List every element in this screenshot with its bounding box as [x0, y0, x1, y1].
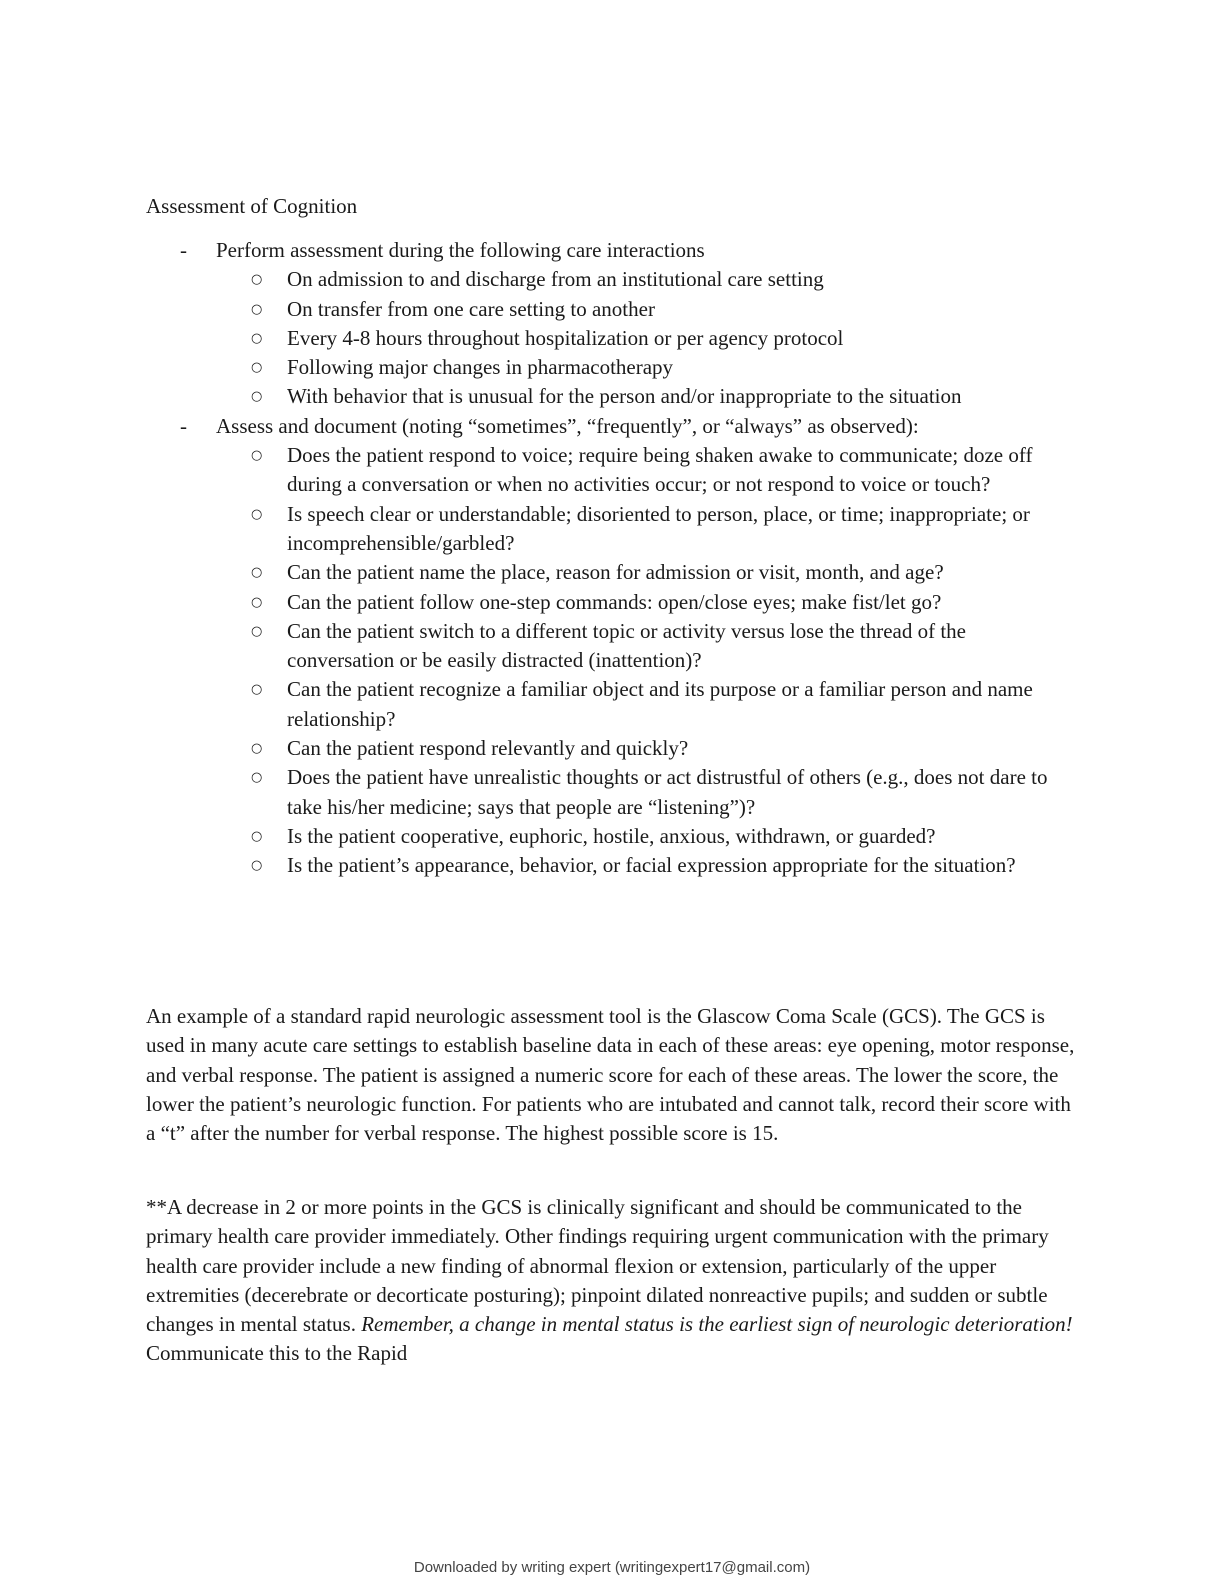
sub-list-item — [216, 851, 1076, 880]
sub-list-care-interactions — [216, 265, 1076, 411]
dash-bullet: - — [180, 238, 187, 262]
circle-bullet-icon: ○ — [251, 828, 263, 844]
list-item-assess-document — [146, 412, 1076, 881]
sub-list-item-text: Does the patient have unrealistic thoughts or act distrustful of others (e.g., does not dare to take his/her medicine; says that people are “listening”)? — [287, 765, 1048, 819]
section-heading: Assessment of Cognition — [146, 194, 358, 218]
sub-list-item — [216, 734, 1076, 763]
circle-bullet-icon: ○ — [251, 360, 263, 376]
circle-bullet-icon: ○ — [251, 565, 263, 581]
dash-bullet: - — [180, 413, 187, 438]
sub-list-item — [216, 324, 1076, 353]
sub-list-item-text: Can the patient name the place, reason for admission or visit, month, and age? — [287, 560, 944, 585]
sub-list-item-text: Can the patient follow one-step commands: open/close eyes; make fist/let go? — [287, 589, 942, 614]
circle-bullet-icon: ○ — [251, 448, 263, 464]
top-level-list — [146, 236, 1076, 881]
sub-list-assessment-questions — [216, 441, 1076, 880]
sub-list-item — [216, 353, 1076, 382]
sub-list-item-text: Is speech clear or understandable; disoriented to person, place, or time; inappropriate; or incomprehensible/garbled? — [287, 501, 1030, 555]
sub-list-item-text: Does the patient respond to voice; require being shaken awake to communicate; doze off during a conversation or when no activities occur; or not respond to voice or touch? — [287, 443, 1033, 497]
sub-list-item — [216, 295, 1076, 324]
circle-bullet-icon: ○ — [251, 330, 263, 346]
list-item-perform-assessment — [146, 236, 1076, 412]
sub-list-item — [216, 763, 1076, 822]
circle-bullet-icon: ○ — [251, 623, 263, 639]
list-item-text: Perform assessment during the following care interactions — [216, 238, 705, 262]
list-item-text: Assess and document (noting “sometimes”, “frequently”, or “always” as observed): — [216, 413, 919, 438]
circle-bullet-icon: ○ — [251, 272, 263, 288]
download-footer: Downloaded by writing expert (writingexpert17@gmail.com) — [413, 1559, 811, 1576]
sub-list-item — [216, 588, 1076, 617]
sub-list-item-text: Can the patient switch to a different topic or activity versus lose the thread of the conversation or be easily distracted (inattention)? — [287, 618, 966, 673]
sub-list-item — [216, 500, 1076, 559]
warning-tail: Communicate this to the Rapid — [146, 1341, 408, 1366]
sub-list-item — [216, 441, 1076, 500]
circle-bullet-icon: ○ — [251, 770, 263, 786]
warning-emphasis: Remember, a change in mental status is the earliest sign of neurologic deterioration! — [361, 1312, 1073, 1337]
sub-list-item-text: Following major changes in pharmacotherapy — [287, 355, 674, 380]
circle-bullet-icon: ○ — [251, 594, 263, 610]
circle-bullet-icon: ○ — [251, 389, 263, 405]
sub-list-item-text: Is the patient’s appearance, behavior, or facial expression appropriate for the situation? — [287, 853, 1016, 878]
circle-bullet-icon: ○ — [251, 301, 263, 317]
sub-list-item-text: Can the patient respond relevantly and quickly? — [287, 736, 689, 761]
circle-bullet-icon: ○ — [251, 741, 263, 757]
sub-list-item-text: With behavior that is unusual for the person and/or inappropriate to the situation — [287, 384, 962, 409]
sub-list-item — [216, 617, 1076, 676]
gcs-paragraph: An example of a standard rapid neurologic assessment tool is the Glascow Coma Scale (GCS). The GCS is used in many acute care settings to establish baseline data in each of these areas: eye opening, motor response, and verbal response. The patient is assigned a numeric score for each of these areas. The lower the score, the lower the patient’s neurologic function. For patients who are intubated and cannot talk, record their score with a “t” after the number for verbal response. The highest possible score is 15. — [146, 1004, 1075, 1146]
circle-bullet-icon: ○ — [251, 506, 263, 522]
sub-list-item-text: On transfer from one care setting to another — [287, 296, 655, 321]
circle-bullet-icon: ○ — [251, 682, 263, 698]
sub-list-item — [216, 675, 1076, 734]
sub-list-item-text: On admission to and discharge from an institutional care setting — [287, 267, 824, 292]
sub-list-item — [216, 382, 1076, 411]
warning-text: **A decrease in 2 or more points in the GCS is clinically significant and should be communicated to the primary health care provider immediately. Other findings requiring urgent communication with the primary health care provider include a new finding of abnormal flexion or extension, particularly of the upper extremities (decerebrate or decorticate posturing); pinpoint dilated nonreactive pupils; and sudden or subtle changes in mental status. — [146, 1195, 1049, 1337]
sub-list-item — [216, 265, 1076, 294]
gcs-warning-paragraph — [146, 1193, 1076, 1369]
circle-bullet-icon: ○ — [251, 858, 263, 874]
sub-list-item — [216, 558, 1076, 587]
sub-list-item — [216, 822, 1076, 851]
sub-list-item-text: Is the patient cooperative, euphoric, hostile, anxious, withdrawn, or guarded? — [287, 823, 936, 848]
sub-list-item-text: Every 4-8 hours throughout hospitalization or per agency protocol — [287, 325, 844, 350]
assessment-outline — [146, 236, 1076, 881]
sub-list-item-text: Can the patient recognize a familiar object and its purpose or a familiar person and name relationship? — [287, 677, 1033, 731]
